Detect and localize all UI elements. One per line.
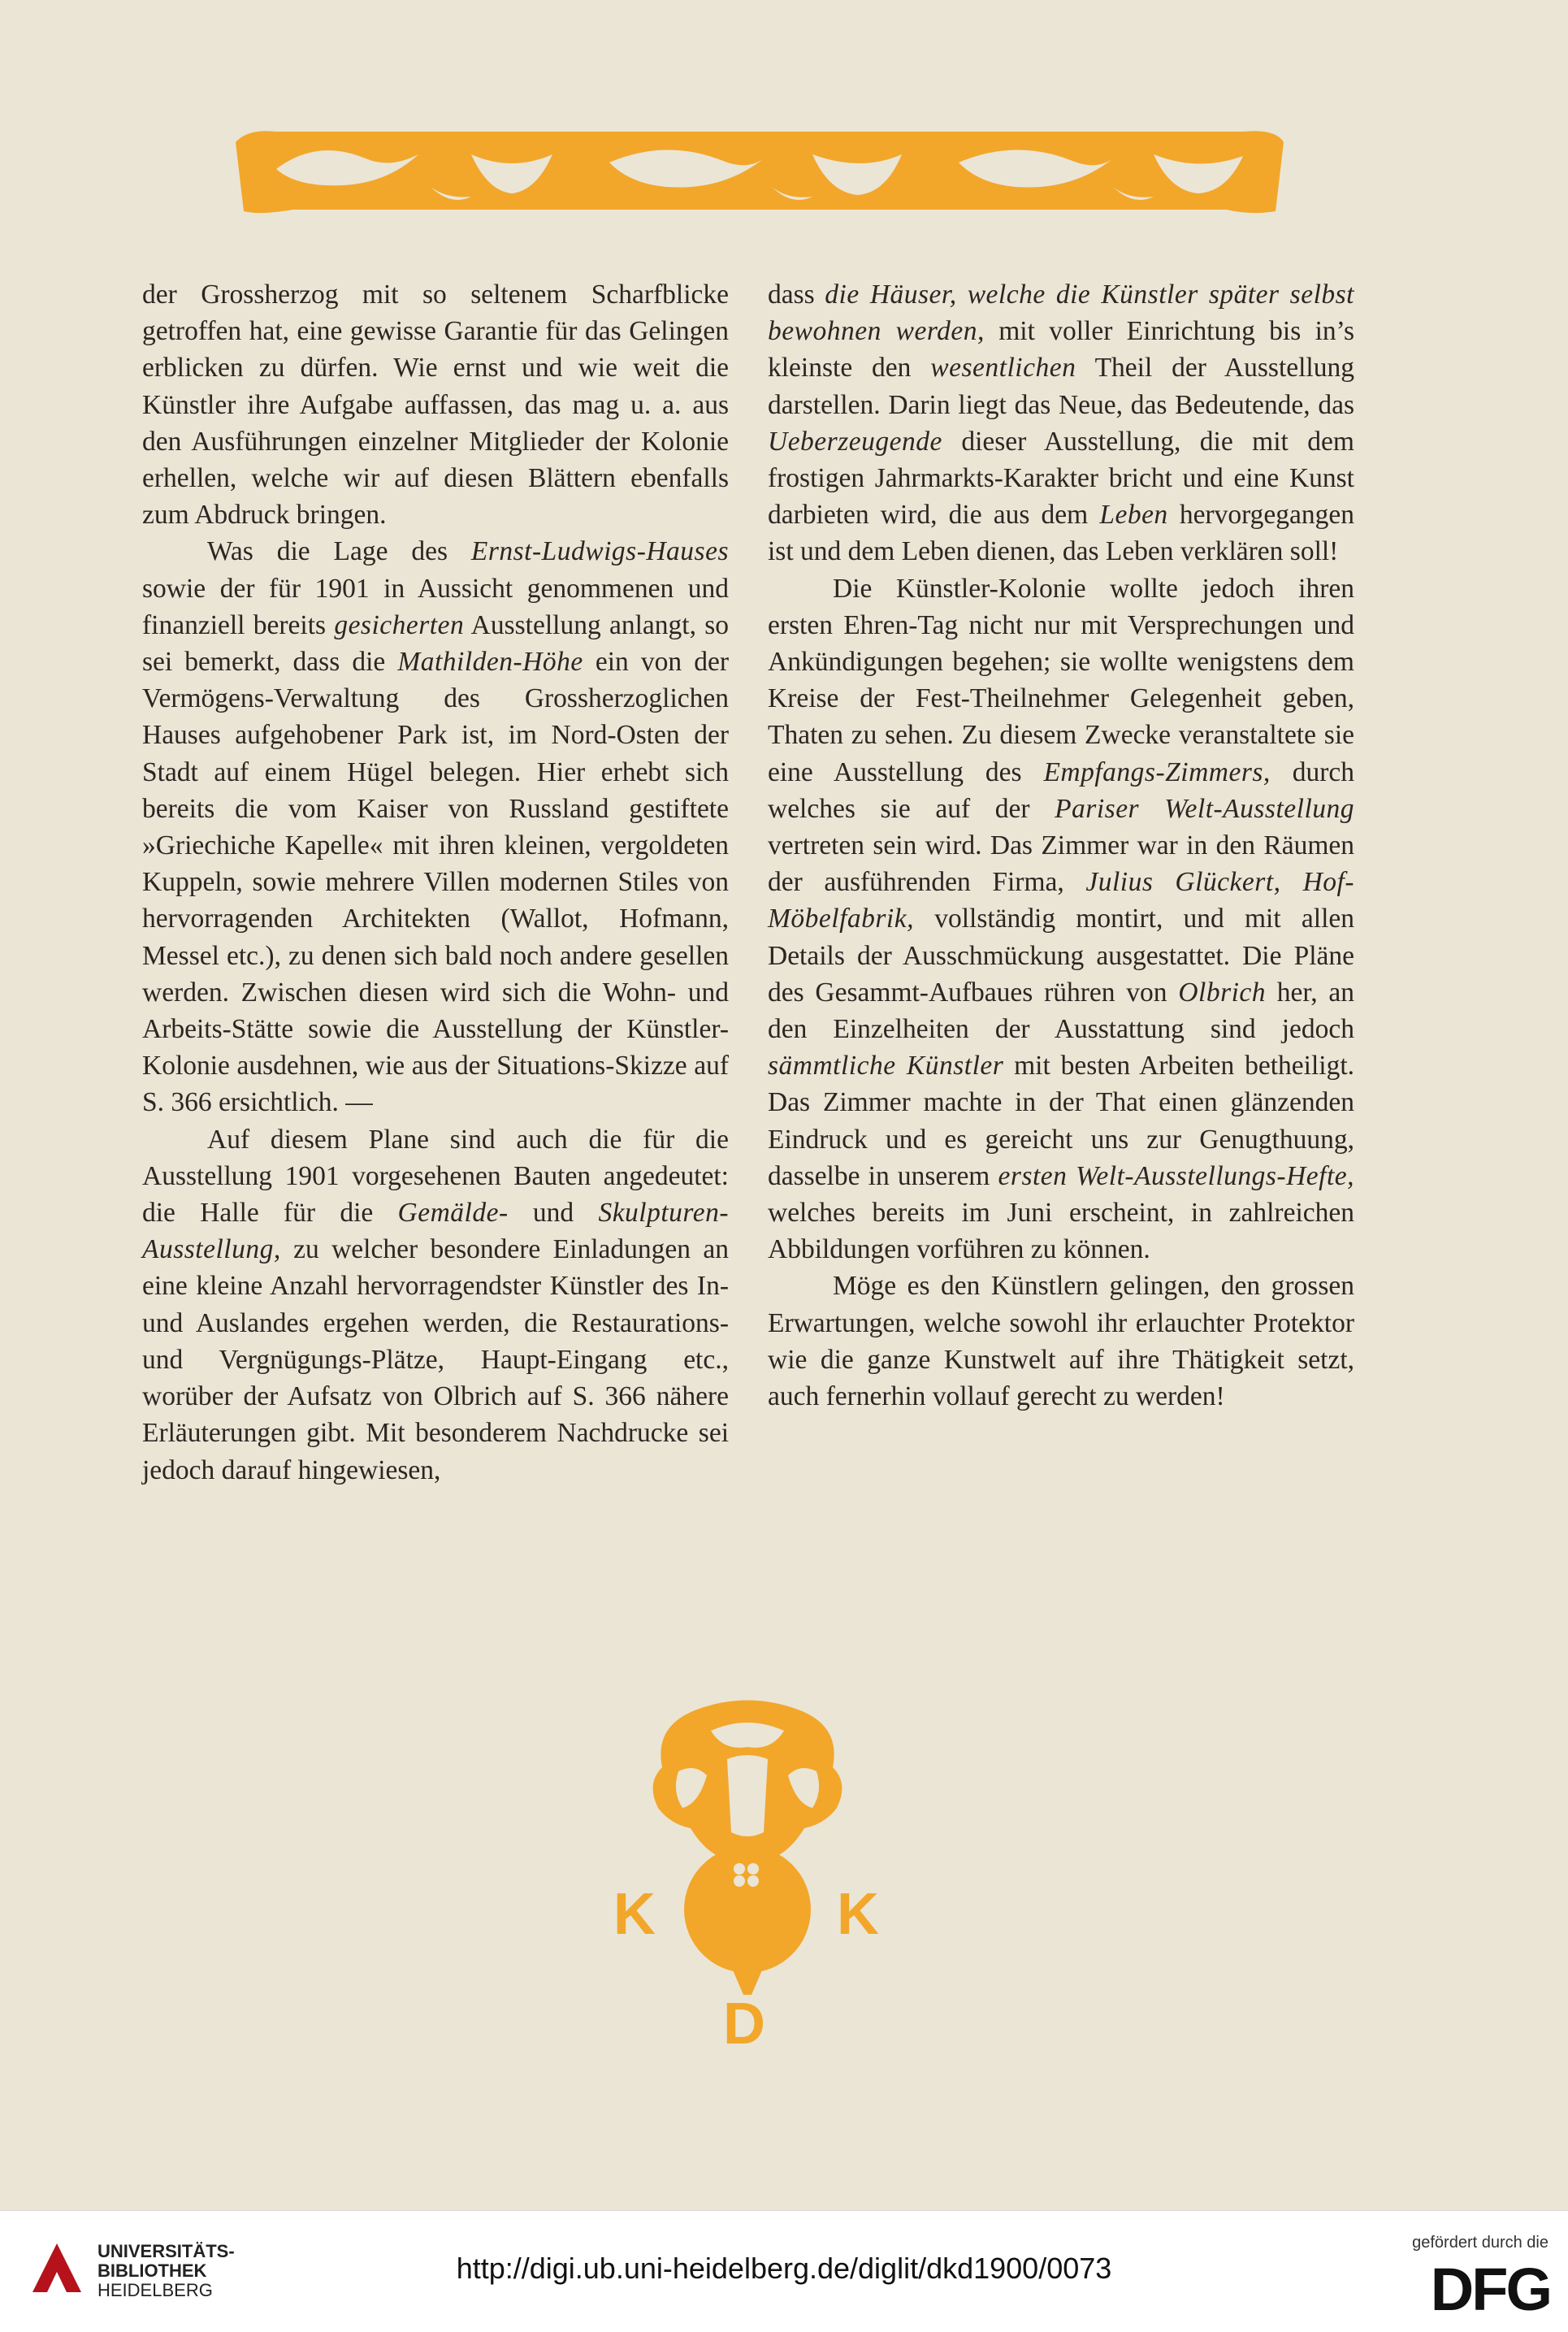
text-run: dass: [768, 280, 825, 310]
text-run: vollständig montirt, und mit allen Details der Ausschmückung ausgestattet. Die Pläne des Gesammt-Aufbaues rühren von: [768, 904, 1354, 1008]
paragraph: [768, 1268, 1354, 1415]
emphasized-text: Empfangs-Zimmers,: [1043, 756, 1271, 787]
kkd-monogram-emblem: [605, 1694, 890, 2052]
paragraph: [142, 276, 729, 533]
viewer-footer-bar: [0, 2210, 1568, 2332]
monogram-letter-bottom: D: [723, 1992, 765, 2052]
text-run: mit besten Arbeiten betheiligt. Das Zimmer machte in der That einen glänzenden Eindruck und es gereicht uns zur Genugthuung, dasselbe in unserem: [768, 1051, 1355, 1191]
text-run: der Grossherzog mit so seltenem Scharfblicke getroffen hat, eine gewisse Garantie für das Gelingen erblicken zu dürfen. Wie ernst und wie weit die Künstler ihre Aufgabe auffassen, das mag u. a. aus den Ausführungen einzelner Mitglieder der Kolonie erhellen, welche wir auf diesen Blättern ebenfalls zum Abdruck bringen.: [142, 280, 729, 531]
paragraph: [768, 276, 1354, 570]
text-run: hervorgegangen ist und dem Leben dienen, das Leben verklären soll!: [768, 500, 1354, 567]
institution-line-2: BIBLIOTHEK: [97, 2260, 207, 2281]
permalink-url[interactable]: http://digi.ub.uni-heidelberg.de/diglit/dkd1900/0073: [456, 2252, 1112, 2285]
text-run: welches bereits im Juni erscheint, in zahlreichen Abbildungen vorführen zu können.: [768, 1198, 1354, 1265]
emphasized-text: Mathilden-Höhe: [397, 647, 583, 678]
emphasized-text: Ueberzeugende: [768, 426, 942, 457]
text-run: sowie der für 1901 in Aussicht genommenen und finanziell bereits: [142, 573, 729, 640]
text-run: Auf diesem Plane sind auch die für die Ausstellung 1901 vorgesehenen Bauten angedeutet: die Halle für die: [142, 1124, 729, 1229]
monogram-letter-right: K: [837, 1882, 879, 1947]
text-run: Was die Lage des: [207, 536, 471, 567]
emphasized-text: Olbrich: [1178, 977, 1267, 1008]
text-column-left: [142, 276, 729, 1489]
text-run: her, an den Einzelheiten der Ausstattung sind jedoch: [768, 977, 1354, 1045]
text-run: ein von der Vermögens-Verwaltung des Grossherzoglichen Hauses aufgehobener Park ist, im Nord-Osten der Stadt auf einem Hügel belegen. Hier erhebt sich bereits die vom Kaiser von Russland gestiftete »Griechiche Kapelle« mit ihren kleinen, vergoldeten Kuppeln, sowie mehrere Villen modernen Stiles von hervorragenden Architekten (Wallot, Hofmann, Messel etc.), zu denen sich bald noch andere gesellen werden. Zwischen diesen wird sich die Wohn- und Arbeits-Stätte sowie die Ausstellung der Künstler-Kolonie ausdehnen, wie aus der Situations-Skizze auf S. 366 ersichtlich. —: [142, 647, 729, 1118]
paragraph: [768, 570, 1354, 1268]
emphasized-text: wesentlichen: [930, 353, 1076, 384]
funding-caption: gefördert durch die: [1412, 2234, 1549, 2252]
emphasized-text: Gemälde-: [397, 1198, 509, 1229]
text-run: dieser Ausstellung, die mit dem frostigen Jahrmarkts-Karakter bricht und eine Kunst darbieten wird, die aus dem: [768, 426, 1354, 531]
text-run: zu welcher besondere Einladungen an eine kleine Anzahl hervorragendster Künstler des In- und Auslandes ergehen werden, die Restaurations- und Vergnügungs-Plätze, Haupt-Eingang etc., worüber der Aufsatz von Olbrich auf S. 366 nähere Erläuterungen gibt. Mit besonderem Nachdrucke sei jedoch darauf hingewiesen,: [142, 1234, 729, 1485]
emphasized-text: gesicherten: [334, 609, 465, 640]
paragraph: [142, 533, 729, 1120]
institution-line-3: HEIDELBERG: [97, 2280, 213, 2300]
emphasized-text: Pariser Welt-Ausstellung: [1055, 793, 1354, 824]
emphasized-text: sämmtliche Künstler: [768, 1051, 1004, 1081]
institution-line-1: UNIVERSITÄTS-: [97, 2241, 235, 2261]
text-run: durch welches sie auf der: [768, 756, 1354, 824]
text-run: vertreten sein wird. Das Zimmer war in den Räumen der ausführenden Firma,: [768, 830, 1354, 898]
monogram-letter-left: K: [613, 1882, 656, 1947]
dfg-logo: DFG: [1430, 2256, 1550, 2323]
emphasized-text: ersten Welt-Ausstellungs-Hefte,: [998, 1160, 1354, 1191]
text-run: Theil der Ausstellung darstellen. Darin liegt das Neue, das Bedeutende, das: [768, 353, 1354, 420]
emphasized-text: die Häuser, welche die Künstler später selbst bewohnen werden,: [768, 280, 1354, 347]
text-run: Möge es den Künstlern gelingen, den grossen Erwartungen, welche sowohl ihr erlauchter Protektor wie die ganze Kunstwelt auf ihre Thätigkeit setzt, auch fernerhin vollauf gerecht zu werden!: [768, 1271, 1354, 1412]
text-run: Ausstellung anlangt, so sei bemerkt, dass die: [142, 609, 729, 678]
text-run: und: [508, 1198, 599, 1229]
emphasized-text: Ernst-Ludwigs-Hauses: [470, 536, 729, 567]
text-column-right: [768, 276, 1354, 1415]
emphasized-text: Skulpturen-Ausstellung,: [142, 1198, 729, 1265]
emphasized-text: Julius Glückert, Hof-Möbelfabrik,: [768, 867, 1354, 934]
emphasized-text: Leben: [1099, 500, 1168, 531]
text-run: mit voller Einrichtung bis in’s kleinste den: [768, 316, 1354, 384]
text-run: Die Künstler-Kolonie wollte jedoch ihren ersten Ehren-Tag nicht nur mit Versprechungen und Ankündigungen begehen; sie wollte wenigstens dem Kreise der Fest-Theilnehmer Gelegenheit geben, Thaten zu sehen. Zu diesem Zwecke veranstaltete sie eine Ausstellung des: [768, 573, 1354, 787]
paragraph: [142, 1121, 729, 1489]
ornamental-header-band: [227, 122, 1292, 219]
